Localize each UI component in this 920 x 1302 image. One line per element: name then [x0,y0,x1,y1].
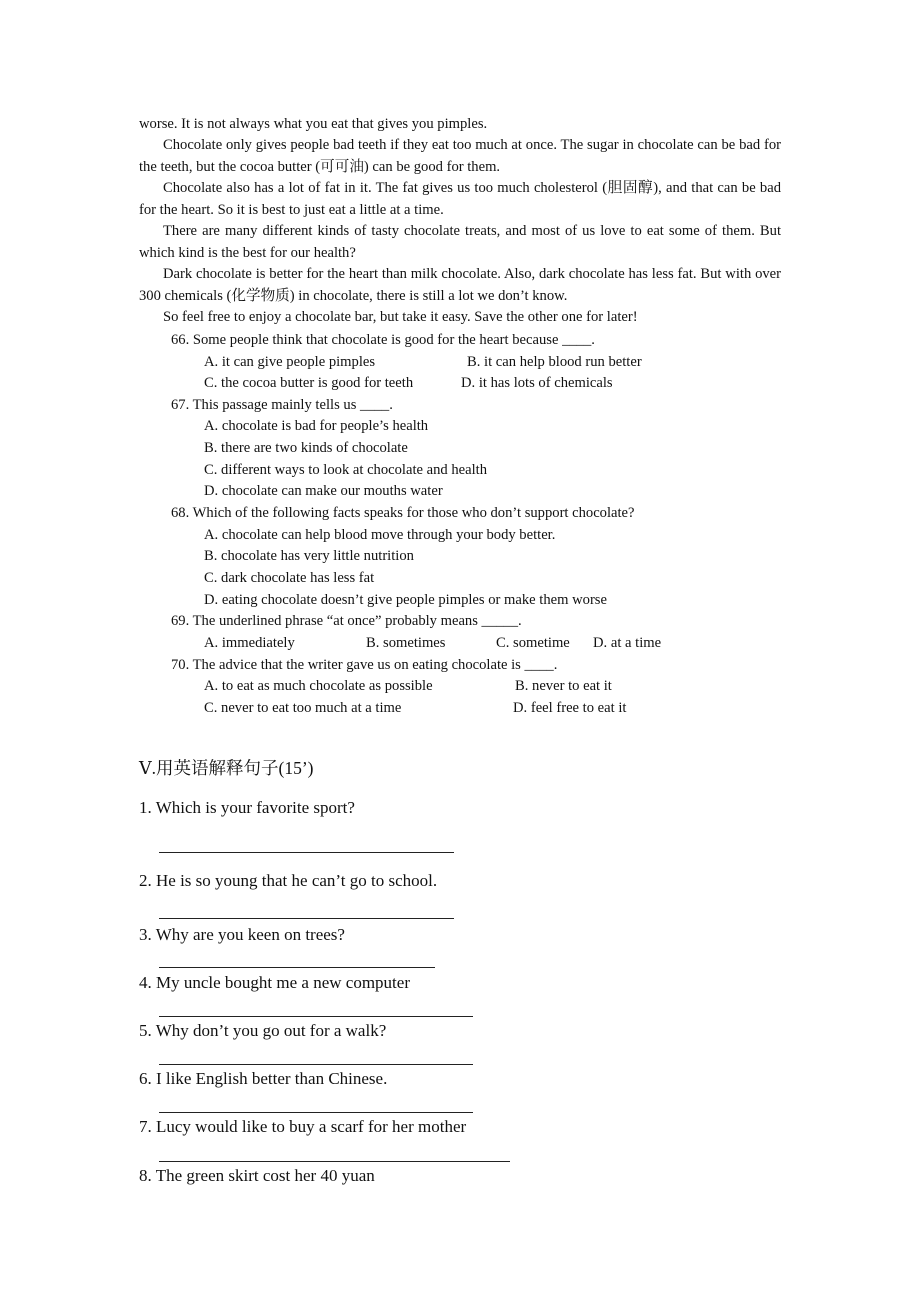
question-66-option-a: A. it can give people pimples [204,354,376,370]
answer-line [159,852,454,853]
answer-line [159,967,435,968]
question-70-option-d: D. feel free to eat it [513,700,627,716]
answer-line [159,918,454,919]
sentence-item: 5. Why don’t you go out for a walk? [139,1021,387,1040]
sentence-item: 3. Why are you keen on trees? [139,925,345,944]
sentence-item: 6. I like English better than Chinese. [139,1069,388,1088]
question-66-stem: 66. Some people think that chocolate is good for the heart because ____. [171,332,595,348]
question-67-option-c: C. different ways to look at chocolate and health [204,462,488,478]
question-68-option-b: B. chocolate has very little nutrition [204,548,414,564]
question-66-option-d: D. it has lots of chemicals [461,375,613,391]
question-67-stem: 67. This passage mainly tells us ____. [171,397,393,413]
sentence-item: 7. Lucy would like to buy a scarf for her mother [139,1117,467,1136]
question-70-option-c: C. never to eat too much at a time [204,700,402,716]
question-67-option-a: A. chocolate is bad for people’s health [204,418,429,434]
question-66-option-b: B. it can help blood run better [467,354,642,370]
question-68-stem: 68. Which of the following facts speaks for those who don’t support chocolate? [171,505,635,521]
passage-paragraph: So feel free to enjoy a chocolate bar, but take it easy. Save the other one for later! [163,309,638,325]
question-70-option-b: B. never to eat it [515,678,612,694]
question-67-option-d: D. chocolate can make our mouths water [204,483,443,499]
answer-line [159,1016,473,1017]
sentence-item: 1. Which is your favorite sport? [139,798,355,817]
question-70-option-a: A. to eat as much chocolate as possible [204,678,433,694]
sentence-item: 4. My uncle bought me a new computer [139,973,410,992]
question-68-option-d: D. eating chocolate doesn’t give people pimples or make them worse [204,592,607,608]
answer-line [159,1064,473,1065]
passage-paragraph: worse. It is not always what you eat that gives you pimples. [139,116,488,132]
passage-paragraph: Chocolate only gives people bad teeth if they eat too much at once. The sugar in chocolate can be bad for the teeth, but the cocoa butter (可可油) can be good for them. [139,137,781,175]
question-69-option-d: D. at a time [593,635,662,651]
question-68-option-c: C. dark chocolate has less fat [204,570,375,586]
passage-paragraph: Chocolate also has a lot of fat in it. The fat gives us too much cholesterol (胆固醇), and that can be bad for the heart. So it is best to just eat a little at a time. [139,180,781,218]
passage-paragraph: Dark chocolate is better for the heart than milk chocolate. Also, dark chocolate has less fat. But with over 300 chemicals (化学物质) in chocolate, there is still a lot we don’t know. [139,266,781,304]
question-68-option-a: A. chocolate can help blood move through your body better. [204,527,556,543]
question-67-option-b: B. there are two kinds of chocolate [204,440,408,456]
answer-line [159,1112,473,1113]
section-5-title: Ⅴ.用英语解释句子(15’) [139,758,314,778]
passage-paragraph: There are many different kinds of tasty chocolate treats, and most of us love to eat some of them. But which kind is the best for our health? [139,223,781,261]
answer-line [159,1161,510,1162]
question-69-option-a: A. immediately [204,635,295,651]
question-69-stem: 69. The underlined phrase “at once” probably means _____. [171,613,522,629]
sentence-item: 2. He is so young that he can’t go to school. [139,871,438,890]
question-69-option-b: B. sometimes [366,635,446,651]
question-69-option-c: C. sometime [496,635,570,651]
sentence-item: 8. The green skirt cost her 40 yuan [139,1166,375,1185]
question-66-option-c: C. the cocoa butter is good for teeth [204,375,414,391]
question-70-stem: 70. The advice that the writer gave us on eating chocolate is ____. [171,657,558,673]
